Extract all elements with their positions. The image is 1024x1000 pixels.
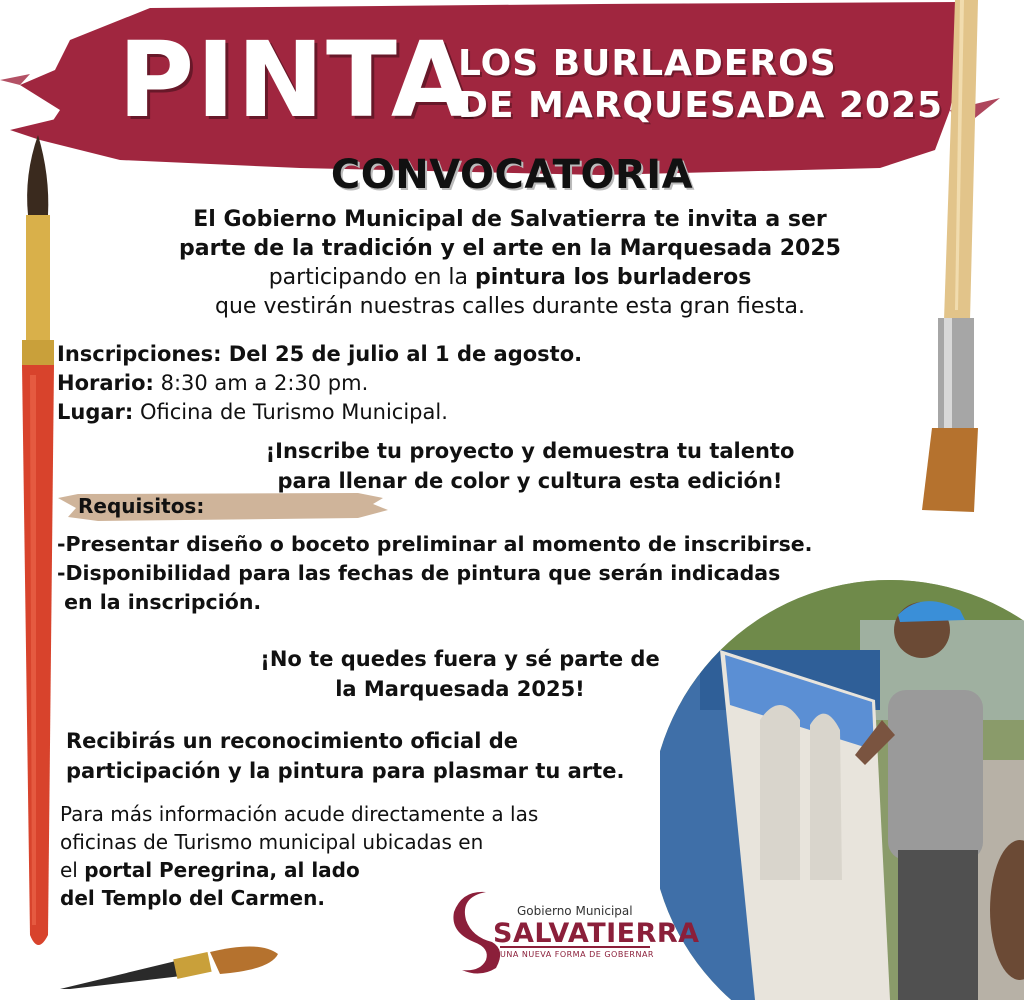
requisito-item: en la inscripción.	[57, 590, 262, 614]
cta-line-1: ¡Inscribe tu proyecto y demuestra tu talento	[265, 439, 795, 463]
mas-line-3b: portal Peregrina	[84, 858, 270, 882]
logo-gobierno-text: Gobierno Municipal	[517, 904, 633, 918]
convocatoria-heading: CONVOCATORIA	[330, 152, 694, 198]
nofuera-line-2: la Marquesada 2025!	[335, 677, 585, 701]
intro-line-3b: pintura los burladeros	[475, 265, 752, 290]
intro-line-2b: tradición y el arte en la Marquesada 2025	[321, 236, 841, 261]
logo-name: SALVATIERRA	[493, 918, 700, 949]
recibe-line-1: Recibirás un reconocimiento oficial de	[66, 729, 518, 753]
painting-photo	[660, 580, 1024, 1000]
lugar-value: Oficina de Turismo Municipal.	[133, 400, 448, 424]
horario-label: Horario:	[57, 371, 154, 395]
intro-line-2a: parte de la	[179, 236, 322, 261]
intro-line-1: El Gobierno Municipal de Salvatierra te invita a ser	[193, 207, 827, 232]
mas-line-1: Para más información acude directamente a las	[60, 802, 539, 826]
paintbrush-bottom	[60, 930, 280, 989]
paintbrush-right	[900, 0, 1010, 520]
horario-value: 8:30 am a 2:30 pm.	[153, 371, 369, 395]
intro-paragraph	[100, 205, 920, 321]
intro-line-3a: participando en la	[268, 265, 476, 290]
mas-line-4: del Templo del Carmen.	[60, 886, 325, 910]
reconocimiento-text	[66, 726, 624, 786]
call-to-action	[150, 436, 910, 496]
mas-line-3c: , al lado	[269, 858, 360, 882]
lugar-label: Lugar:	[57, 400, 134, 424]
logo-tagline: UNA NUEVA FORMA DE GOBERNAR	[500, 950, 654, 959]
intro-line-4: que vestirán nuestras calles durante esta gran fiesta.	[215, 294, 805, 319]
inscripciones-value: Del 25 de julio al 1 de agosto.	[221, 342, 583, 366]
mas-line-3a: el	[60, 858, 85, 882]
mas-line-2: oficinas de Turismo municipal ubicadas en	[60, 830, 484, 854]
title-line-1: LOS BURLADEROS	[458, 43, 837, 84]
inscripciones-label: Inscripciones:	[57, 342, 222, 366]
requisitos-label: Requisitos:	[78, 494, 205, 518]
cta-line-2: para llenar de color y cultura esta edición!	[277, 469, 783, 493]
no-te-quedes-fuera	[180, 644, 740, 704]
requisito-item: -Presentar diseño o boceto preliminar al momento de inscribirse.	[57, 532, 813, 556]
recibe-line-2: participación y la pintura para plasmar tu arte.	[66, 759, 625, 783]
event-info	[57, 340, 582, 427]
nofuera-line-1: ¡No te quedes fuera y sé parte de	[260, 647, 660, 671]
title-line-2: DE MARQUESADA 2025	[458, 85, 944, 126]
requisito-item: -Disponibilidad para las fechas de pintura que serán indicadas	[57, 561, 781, 585]
paintbrush-left	[0, 135, 80, 965]
title-pinta: PINTA	[118, 19, 474, 141]
